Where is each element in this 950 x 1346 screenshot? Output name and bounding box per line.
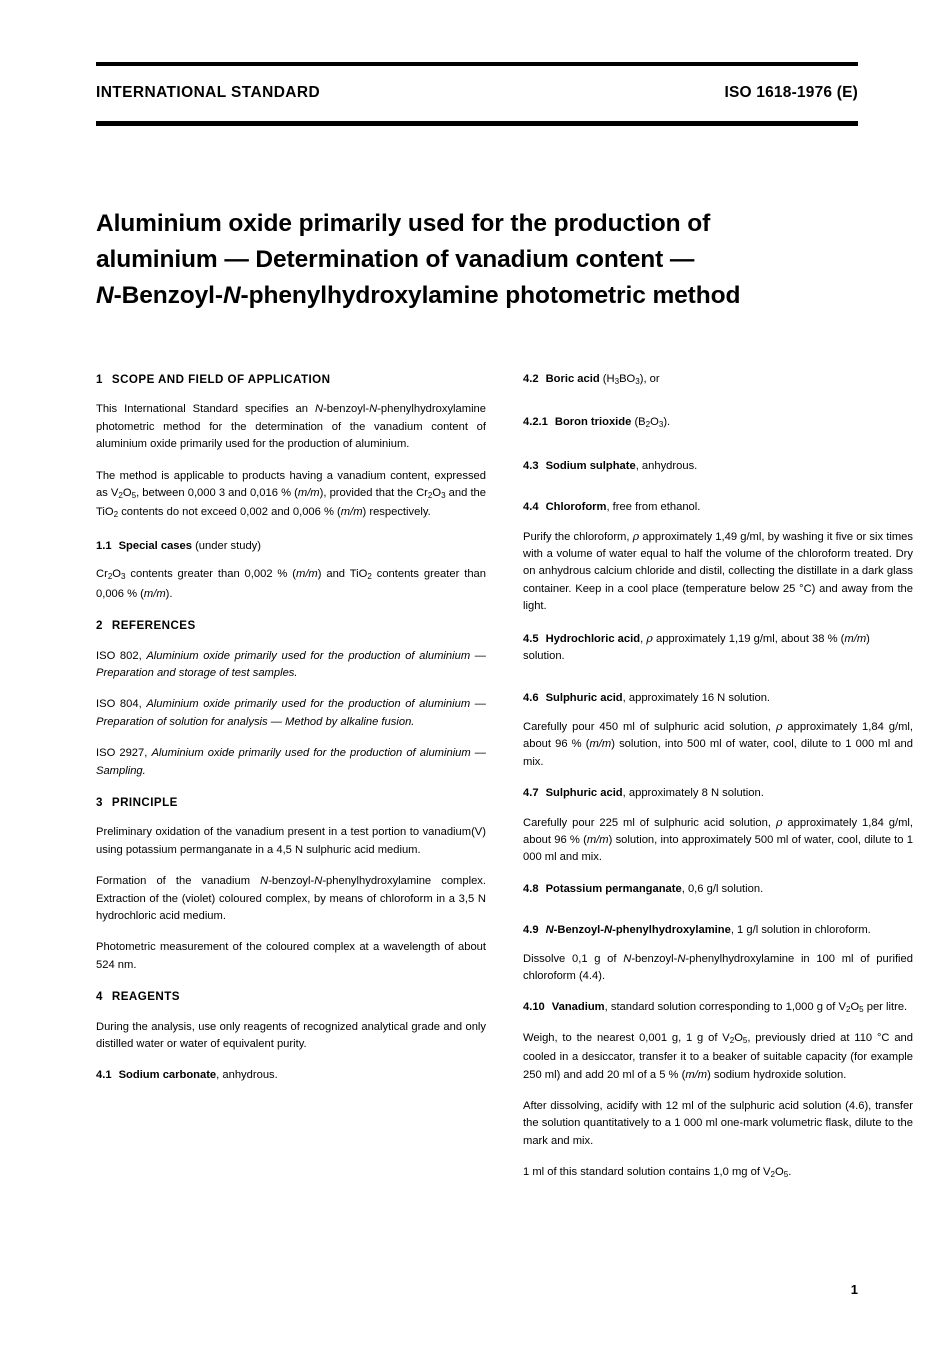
subsection-4-4-number: 4.4	[523, 501, 539, 514]
section-3-title: PRINCIPLE	[111, 795, 178, 809]
subsection-4-4-title: Chloroform	[545, 501, 607, 514]
subsection-4-4-note: , free from ethanol.	[606, 501, 701, 514]
section-3-paragraph-2: Formation of the vanadium N-benzoyl-N-phenylhydroxylamine complex. Extraction of the (violet) coloured complex, by means of chloroform in a 3,5 N hydrochloric acid medium.	[96, 875, 486, 922]
subsection-4-5-heading	[523, 630, 913, 666]
subsection-4-9-heading	[523, 922, 913, 939]
subsection-4-3-note: , anhydrous.	[635, 459, 698, 472]
title-line-3	[96, 278, 866, 314]
header-standard-label: INTERNATIONAL STANDARD	[96, 84, 321, 101]
section-4-title: REAGENTS	[111, 990, 180, 1004]
reference-1-title: Aluminium oxide primarily used for the production of aluminium — Preparation and storage of test samples.	[96, 649, 486, 679]
reference-item-2	[96, 696, 486, 731]
subsection-4-5-number: 4.5	[523, 632, 539, 645]
subsection-4-2-formula: $(H_3BO_3)$, or	[602, 373, 660, 387]
subsection-4-6-title: Sulphuric acid	[545, 691, 623, 704]
section-3-paragraph-3: Photometric measurement of the coloured complex at a wavelength of about 524 nm.	[96, 941, 486, 971]
subsection-1-1-note: (under study)	[195, 539, 261, 552]
subsection-4-8-number: 4.8	[523, 882, 539, 895]
title-line-2: aluminium — Determination of vanadium content —	[96, 246, 695, 273]
reference-1-number: ISO 802,	[96, 649, 147, 662]
subsection-4-4-heading	[523, 499, 913, 516]
subsection-4-10-paragraph-2: After dissolving, acidify with 12 ml of the sulphuric acid solution (4.6), transfer the solution quantitatively to a 1 000 ml one-mark volumetric flask, dilute to the mark and mix.	[523, 1100, 913, 1147]
title-line-1: Aluminium oxide primarily used for the production of	[96, 210, 711, 237]
subsection-4-2-heading	[523, 371, 913, 390]
subsection-4-9-paragraph: Dissolve 0,1 g of N-benzoyl-N-phenylhydroxylamine in 100 ml of purified chloroform (4.4).	[523, 952, 913, 982]
section-4-paragraph-1: During the analysis, use only reagents of recognized analytical grade and only distilled water or water of equivalent purity.	[96, 1020, 486, 1051]
section-heading-1	[96, 371, 486, 388]
section-1-title: SCOPE AND FIELD OF APPLICATION	[111, 373, 331, 386]
reference-item-1	[96, 648, 486, 683]
subsection-4-2-1-number: 4.2.1	[523, 416, 548, 429]
page-title	[96, 206, 866, 314]
subsection-4-7-note: , approximately 8 N solution.	[622, 787, 764, 800]
title-line-3-part-b: -Benzoyl-	[113, 282, 223, 309]
reference-item-3	[96, 745, 486, 780]
section-heading-3	[96, 794, 486, 811]
section-heading-2	[96, 617, 486, 634]
subsection-4-6-paragraph: Carefully pour 450 ml of sulphuric acid solution, ρ approximately 1,84 g/ml, about 96 % (m/m) solution, into 500 ml of water, cool, dilute to 1 000 ml and mix.	[523, 719, 913, 768]
subsection-4-2-1-heading	[523, 414, 913, 433]
subsection-4-2-1-title: Boron trioxide	[554, 416, 632, 429]
subsection-4-9-title: N-Benzoyl-N-phenylhydroxylamine	[545, 924, 731, 937]
subsection-4-8-title: Potassium permanganate	[545, 882, 682, 895]
subsection-4-2-title: Boric acid	[545, 373, 600, 385]
section-4-number: 4	[96, 990, 103, 1004]
subsection-1-1-number: 1.1	[96, 539, 112, 552]
right-column	[523, 371, 913, 1198]
subsection-4-6-heading	[523, 690, 913, 707]
document-header	[96, 84, 858, 102]
subsection-4-1-title: Sodium carbonate	[118, 1069, 217, 1082]
subsection-4-8-heading	[523, 881, 913, 898]
reference-2-title: Aluminium oxide primarily used for the production of aluminium — Preparation of solution for analysis — Method by alkaline fusion.	[96, 698, 486, 728]
subsection-4-8-note: , 0,6 g/l solution.	[681, 882, 764, 895]
subsection-1-1-title: Special cases	[118, 539, 192, 552]
page-number: 1	[850, 1282, 858, 1297]
subsection-4-10-paragraph-3: 1 ml of this standard solution contains 1,0 mg of $V_2O_5$.	[523, 1166, 792, 1180]
subsection-4-6-note: , approximately 16 N solution.	[622, 691, 771, 704]
subsection-4-7-heading	[523, 785, 913, 802]
section-1-number: 1	[96, 373, 103, 386]
subsection-4-2-number: 4.2	[523, 373, 539, 385]
left-column	[96, 371, 486, 1089]
section-3-number: 3	[96, 795, 103, 809]
section-1-1-paragraph: $Cr_2O_3$ contents greater than 0,002 % (m/m) and TiO$_2$ contents greater than 0,006 % (m/m).	[96, 568, 486, 600]
subsection-4-6-number: 4.6	[523, 691, 539, 704]
subsection-4-10-heading	[523, 999, 913, 1018]
subsection-4-9-note: , 1 g/l solution in chloroform.	[730, 924, 871, 937]
subsection-4-10-paragraph-1: Weigh, to the nearest 0,001 g, 1 g of $V_2O_5$, previously dried at 110 °C and cooled in a desiccator, transfer it to a beaker of suitable capacity (for example 250 ml) and add 20 ml of a 5 % (m/m) sodium hydroxide solution.	[523, 1031, 913, 1081]
subsection-4-10-number: 4.10	[523, 1001, 545, 1014]
title-italic-n-1: N	[96, 282, 114, 309]
section-3-paragraph-1: Preliminary oxidation of the vanadium present in a test portion to vanadium(V) using potassium permanganate in a 4,5 N sulphuric acid medium.	[96, 826, 486, 856]
section-2-title: REFERENCES	[111, 619, 196, 633]
section-1-paragraph-1: This International Standard specifies an N-benzoyl-N-phenylhydroxylamine photometric method for the determination of the vanadium content of aluminium oxide primarily used for the production of aluminium.	[96, 403, 486, 451]
section-heading-4	[96, 988, 486, 1005]
subsection-4-10-title: Vanadium	[551, 1001, 605, 1014]
header-rule-bottom	[96, 121, 858, 126]
subsection-4-7-title: Sulphuric acid	[545, 787, 623, 800]
subsection-4-1-heading	[96, 1067, 486, 1084]
reference-3-number: ISO 2927,	[96, 747, 152, 760]
header-rule-top	[96, 62, 858, 66]
subsection-4-4-paragraph: Purify the chloroform, ρ approximately 1,49 g/ml, by washing it five or six times with a volume of water equal to half the volume of the chloroform treated. Dry on anhydrous calcium chloride and distil, collecting the distillate in a dark glass container. Keep in a cool place (temperature below 25 °C) and away from the light.	[523, 529, 913, 613]
subsection-4-1-note: , anhydrous.	[216, 1069, 278, 1082]
title-line-3-part-d: -phenylhydroxylamine photometric method	[240, 282, 741, 309]
subsection-4-3-heading	[523, 458, 913, 475]
subsection-4-2-1-formula: $(B_2O_3)$.	[634, 416, 671, 430]
subsection-4-10-note: , standard solution corresponding to 1,000 g of $V_2O_5$ per litre.	[604, 1001, 908, 1015]
subsection-1-1-heading	[96, 538, 486, 555]
section-2-number: 2	[96, 619, 103, 633]
subsection-4-7-paragraph: Carefully pour 225 ml of sulphuric acid solution, ρ approximately 1,84 g/ml, about 96 % (m/m) solution, into approximately 500 ml of water, cool, dilute to 1 000 ml and mix.	[523, 815, 913, 864]
reference-3-title: Aluminium oxide primarily used for the production of aluminium — Sampling.	[96, 747, 486, 777]
subsection-4-3-number: 4.3	[523, 459, 539, 472]
title-italic-n-2: N	[222, 282, 241, 309]
reference-2-number: ISO 804,	[96, 698, 147, 711]
subsection-4-7-number: 4.7	[523, 787, 539, 800]
subsection-4-5-title: Hydrochloric acid	[545, 632, 641, 645]
header-standard-number: ISO 1618-1976 (E)	[724, 84, 858, 101]
subsection-4-1-number: 4.1	[96, 1069, 112, 1082]
section-1-paragraph-2: The method is applicable to products having a vanadium content, expressed as $V_2O_5$, between 0,000 3 and 0,016 % (m/m), provided that the $Cr_2O_3$ and the TiO$_2$ contents do not exceed 0,002 and 0,006 % (m/m) respectively.	[96, 469, 487, 520]
subsection-4-5-note: , ρ approximately 1,19 g/ml, about 38 % (m/m) solution.	[523, 631, 870, 663]
subsection-4-3-title: Sodium sulphate	[545, 459, 636, 472]
subsection-4-9-number: 4.9	[523, 924, 539, 937]
